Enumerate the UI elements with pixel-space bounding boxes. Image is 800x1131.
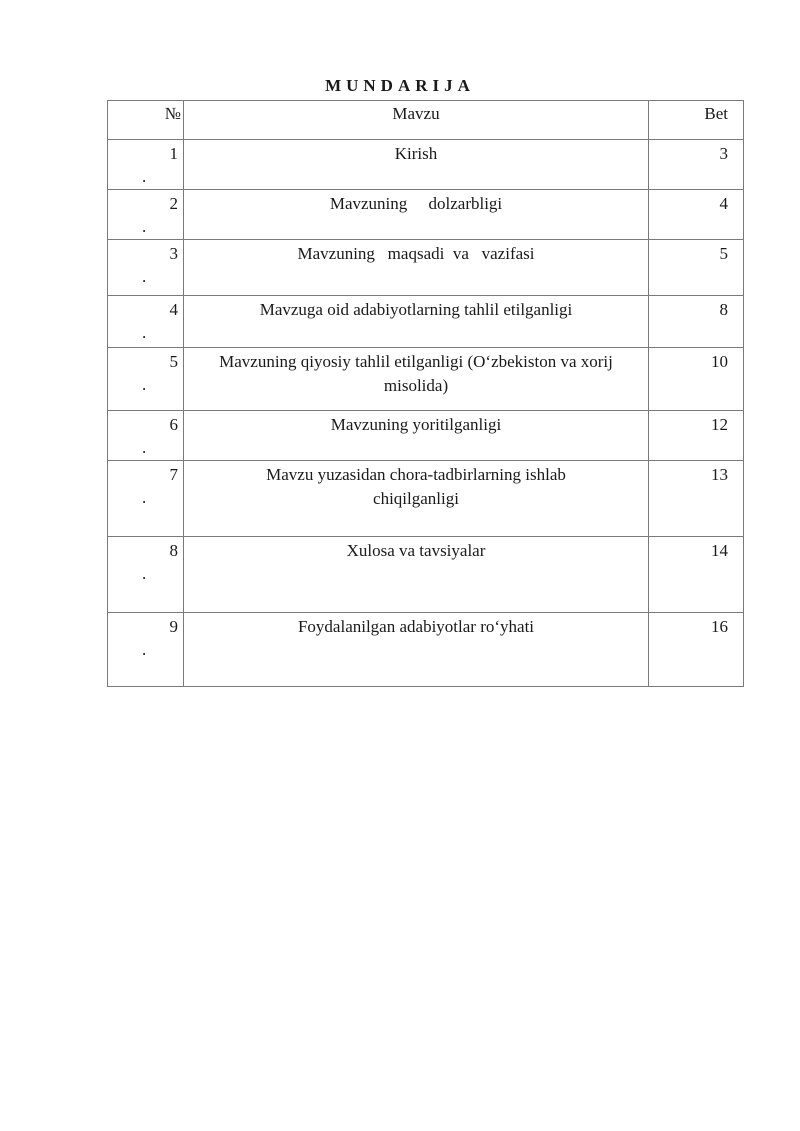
contents-table <box>107 100 744 687</box>
row-number: 3 <box>169 244 178 263</box>
row-page: 4 <box>719 194 728 213</box>
row-topic: Mavzu yuzasidan chora-tadbirlarning ishlab chiqilganligi <box>266 465 566 508</box>
row-topic: Kirish <box>394 144 438 163</box>
row-topic: Mavzuga oid adabiyotlarning tahlil etilganligi <box>259 300 573 319</box>
row-number: 7 <box>169 465 178 484</box>
table-row <box>108 296 744 348</box>
header-topic: Mavzu <box>184 101 649 140</box>
row-number-dot: . <box>142 217 147 236</box>
row-number-dot: . <box>142 167 147 186</box>
table-row <box>108 240 744 296</box>
row-number-dot: . <box>142 640 147 659</box>
row-topic: Mavzuning yoritilganligi <box>330 415 502 434</box>
row-topic: Xulosa va tavsiyalar <box>346 541 486 560</box>
row-number: 2 <box>169 194 178 213</box>
header-page: Bet <box>649 101 744 140</box>
row-page: 5 <box>719 244 728 263</box>
page-title: MUNDARIJA <box>325 76 475 95</box>
row-page: 16 <box>711 617 728 636</box>
table-row <box>108 348 744 411</box>
row-number: 6 <box>169 415 178 434</box>
row-number: 8 <box>169 541 178 560</box>
row-number: 9 <box>169 617 178 636</box>
row-topic: Mavzuning maqsadi va vazifasi <box>297 244 535 263</box>
row-topic: Mavzuning dolzarbligi <box>329 194 503 213</box>
row-number-dot: . <box>142 438 147 457</box>
table-row <box>108 411 744 461</box>
table-row <box>108 190 744 240</box>
table-row <box>108 140 744 190</box>
row-page: 12 <box>711 415 728 434</box>
row-page: 3 <box>719 144 728 163</box>
table-row <box>108 461 744 537</box>
table-header-row <box>108 101 744 140</box>
row-topic: Foydalanilgan adabiyotlar ro‘yhati <box>297 617 535 636</box>
row-page: 8 <box>719 300 728 319</box>
row-number: 4 <box>169 300 178 319</box>
row-number-dot: . <box>142 488 147 507</box>
row-number-dot: . <box>142 375 147 394</box>
row-number-dot: . <box>142 564 147 583</box>
row-number: 1 <box>169 144 178 163</box>
header-number: № <box>108 101 184 140</box>
table-row <box>108 613 744 687</box>
table-row <box>108 537 744 613</box>
row-page: 14 <box>711 541 728 560</box>
row-page: 13 <box>711 465 728 484</box>
row-number-dot: . <box>142 267 147 286</box>
row-topic: Mavzuning qiyosiy tahlil etilganligi (O‘zbekiston va xorij misolida) <box>219 352 613 395</box>
row-page: 10 <box>711 352 728 371</box>
row-number: 5 <box>169 352 178 371</box>
row-number-dot: . <box>142 323 147 342</box>
